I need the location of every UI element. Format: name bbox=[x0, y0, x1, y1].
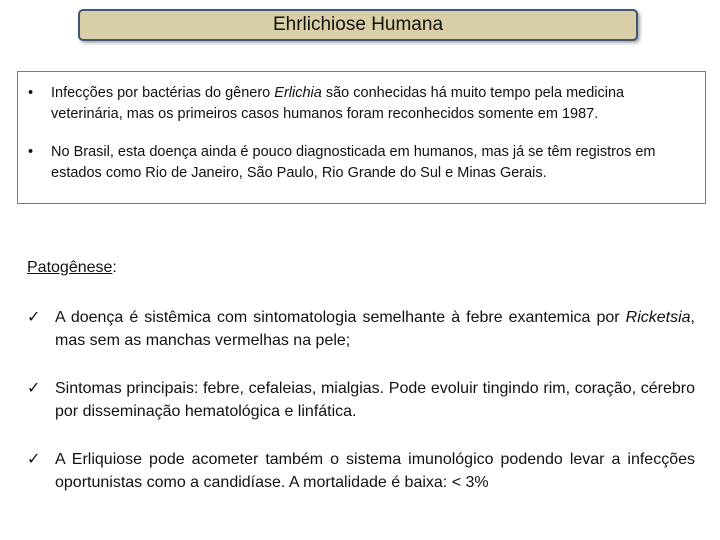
genus-name: Erlichia bbox=[274, 85, 322, 101]
info-bullet-1 bbox=[28, 83, 691, 125]
section-title-text: Patogênese bbox=[27, 259, 113, 276]
section-title-suffix: : bbox=[112, 259, 117, 276]
check-text-part: A doença é sistêmica com sintomatologia semelhante à febre exantemica por bbox=[55, 309, 626, 326]
check-text: Sintomas principais: febre, cefaleias, mialgias. Pode evoluir tingindo rim, coração, cérebro por disseminação hematológica e linfática. bbox=[55, 380, 695, 420]
check-icon: ✓ bbox=[27, 380, 41, 397]
bullet-text-part: são conhecidas há muito tempo pela medicina veterinária, mas os primeiros casos humanos foram reconhecidos somente em 1987. bbox=[51, 85, 625, 122]
section-title bbox=[27, 259, 117, 277]
bullet-text-part: Infecções por bactérias do gênero bbox=[51, 85, 275, 101]
bullet-text: No Brasil, esta doença ainda é pouco diagnosticada em humanos, mas já se têm registros em estados como Rio de Janeiro, São Paulo, Rio Grande do Sul e Minas Gerais. bbox=[51, 144, 656, 181]
check-item-1 bbox=[27, 306, 695, 352]
genus-name: Ricketsia bbox=[625, 309, 691, 326]
page-title: Ehrlichiose Humana bbox=[272, 14, 444, 35]
info-bullet-2 bbox=[28, 142, 691, 184]
check-item-2 bbox=[27, 377, 695, 423]
info-box bbox=[17, 71, 706, 204]
title-box bbox=[78, 9, 638, 41]
check-icon: ✓ bbox=[27, 451, 41, 468]
check-list bbox=[27, 306, 695, 494]
bullet-marker: • bbox=[28, 85, 34, 101]
check-text-part: , mas sem as manchas vermelhas na pele; bbox=[55, 309, 695, 349]
check-text: A Erliquiose pode acometer também o sistema imunológico podendo levar a infecções oportunistas como a candidíase. A mortalidade é baixa: < 3% bbox=[55, 451, 695, 491]
bullet-text bbox=[51, 83, 691, 125]
check-item-3 bbox=[27, 448, 695, 494]
check-icon: ✓ bbox=[27, 309, 41, 326]
check-text bbox=[55, 306, 695, 352]
bullet-marker: • bbox=[28, 144, 34, 160]
